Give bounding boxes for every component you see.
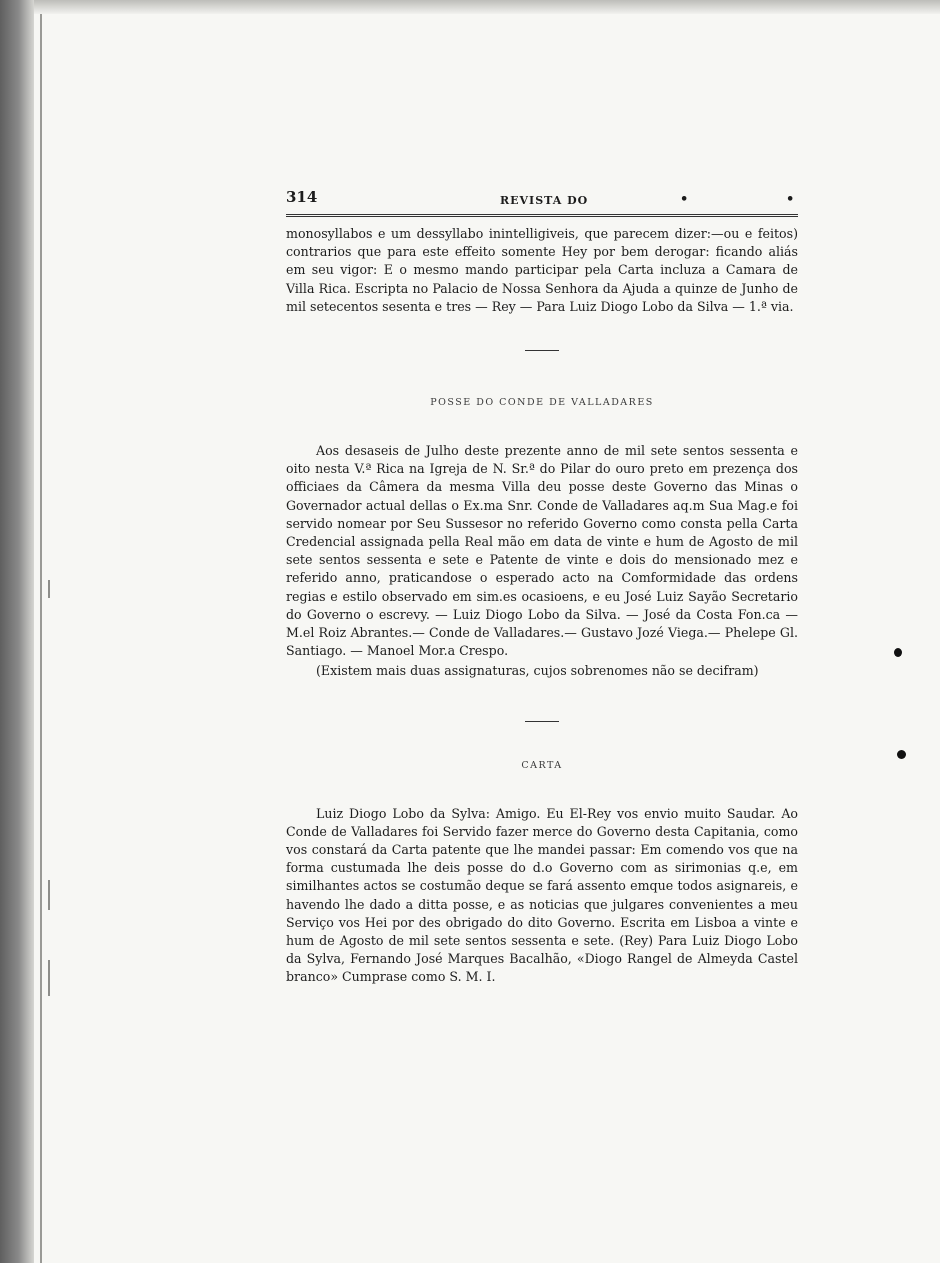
page-number: 314 [286,188,318,206]
header-mark: • [786,192,795,207]
margin-mark [48,960,50,996]
posse-paragraph: Aos desaseis de Julho deste prezente anno de mil sete sentos sessenta e oito nesta V.ª Rica na Igreja de N. Sr.ª do Pilar do ouro preto em prezença dos officiaes da Câmera da mesma Villa deu posse deste Governo das Minas o Governador actual dellas o Ex.ma Snr. Conde de Valladares aq.m Sua Mag.e foi servido nomear por Seu Sussesor no referido Governo como consta pella Carta Credencial assignada pella Real mão em data de vinte e hum de Agosto de mil sete sentos sessenta e sete e Patente de vinte e dois do mensionado mez e referido anno, praticandose o esperado acto na Comformidade das ordens regias e estilo observado em sim.es ocasioens, e eu José Luiz Sayão Secretario do Governo o escrevy. — Luiz Diogo Lobo da Silva. — José da Costa Fon.ca — M.el Roiz Abrantes.— Conde de Valladares.— Gustavo Jozé Viega.— Phelepe Gl. Santiago. — Manoel Mor.a Crespo. [286,443,798,659]
continued-paragraph: monosyllabos e um dessyllabo inintelligiveis, que parecem dizer:—ou e feitos) contrarios que para este effeito somente Hey por bem derogar: ficando aliás em seu vigor: E o mesmo mando participar pela Carta incluza a Camara de Villa Rica. Escripta no Palacio de Nossa Senhora da Ajuda a quinze de Junho de mil setecentos sesenta e tres — Rey — Para Luiz Diogo Lobo da Silva — 1.ª via. [286,226,798,314]
gutter-line [40,14,42,1263]
running-header [286,188,798,217]
header-mark: • [680,192,689,207]
running-title: REVISTA DO [500,194,589,207]
margin-mark [48,880,50,910]
margin-mark [48,580,50,598]
scan-top-edge [34,0,940,14]
carta-paragraph: Luiz Diogo Lobo da Sylva: Amigo. Eu El-Rey vos envio muito Saudar. Ao Conde de Valladares foi Servido fazer merce do Governo desta Capitania, como vos constará da Carta patente que lhe mandei passar: Em comendo vos que na forma custumada lhe deis posse do d.o Governo com as sirimonias q.e, em similhantes actos se costumão deque se fará assento emque todos asignareis, e havendo lhe dado a ditta posse, e as noticias que julgares convenientes a meu Serviço vos Hei por des obrigado do dito Governo. Escrita em Lisboa a vinte e hum de Agosto de mil sete sentos sessenta e sete. (Rey) Para Luiz Diogo Lobo da Sylva, Fernando José Marques Bacalhão, «Diogo Rangel de Almeyda Castel branco» Cumprase como S. M. I. [286,805,798,985]
scan-left-edge [0,0,34,1263]
section-heading-carta: CARTA [521,759,563,771]
signatures-note: (Existem mais duas assignaturas, cujos sobrenomes não se decifram) [316,663,759,679]
section-heading-posse: POSSE DO CONDE DE VALLADARES [430,397,654,409]
document-page [286,188,798,987]
ink-spot [897,750,906,759]
ink-spot [894,648,902,657]
